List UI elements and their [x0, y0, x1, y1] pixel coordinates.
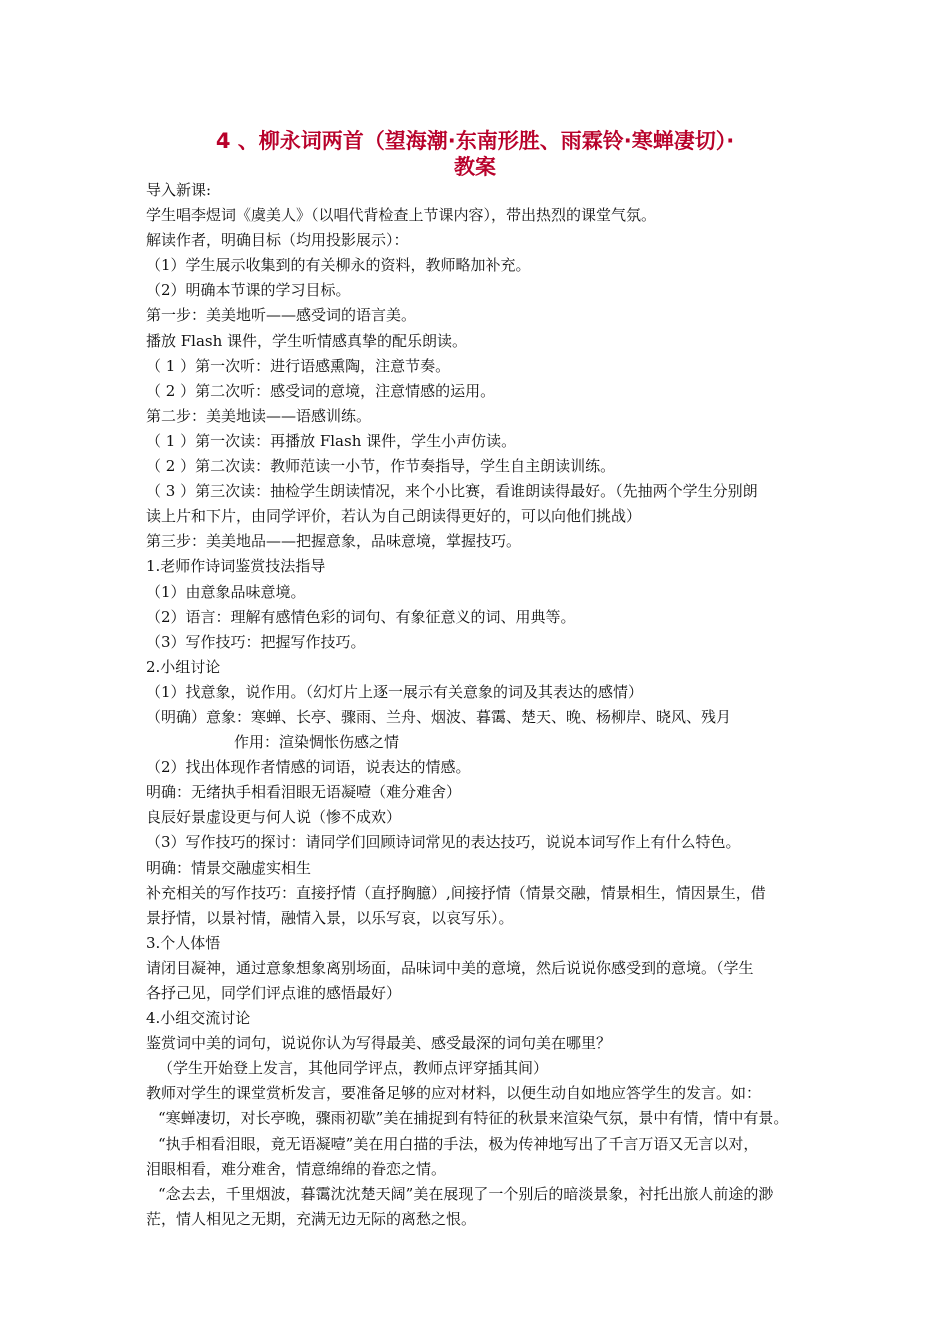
body-line: 解读作者，明确目标（均用投影展示）： [146, 231, 409, 250]
body-line: （3）写作技巧的探讨：请同学们回顾诗词常见的表达技巧，说说本词写作上有什么特色。 [146, 833, 741, 852]
body-line: （学生开始登上发言，其他同学评点，教师点评穿插其间） [158, 1059, 549, 1078]
body-line: 鉴赏词中美的词句，说说你认为写得最美、感受最深的词句美在哪里？ [146, 1034, 612, 1053]
body-line: （ 1 ）第一次读：再播放 Flash 课件，学生小声仿读。 [146, 431, 517, 450]
body-line: 第二步：美美地读——语感训练。 [146, 406, 372, 425]
body-line: 4.小组交流讨论 [146, 1009, 251, 1028]
body-line: （ 2 ）第二次听：感受词的意境，注意情感的运用。 [146, 381, 496, 400]
body-line: 补充相关的写作技巧：直接抒情（直抒胸臆）,间接抒情（情景交融，情景相生，情因景生，借 [146, 883, 766, 902]
body-line: （2）明确本节课的学习目标。 [146, 281, 351, 300]
body-line: （1）由意象品味意境。 [146, 582, 306, 601]
body-line: （3）写作技巧：把握写作技巧。 [146, 632, 366, 651]
body-line: 2.小组讨论 [146, 657, 221, 676]
body-line: （明确）意象：寒蝉、长亭、骤雨、兰舟、烟波、暮霭、楚天、晚、杨柳岸、晓风、残月 [146, 707, 732, 726]
body-line: 导入新课: [146, 181, 212, 199]
body-line: 泪眼相看，难分难舍，情意绵绵的眷恋之情。 [146, 1159, 447, 1178]
body-line: 明确：无绪执手相看泪眼无语凝噎（难分难舍） [146, 783, 462, 802]
body-line: （1）找意象，说作用。（幻灯片上逐一展示有关意象的词及其表达的感情） [146, 682, 644, 701]
body-line: 读上片和下片，由同学评价，若认为自己朗读得更好的，可以向他们挑战） [146, 507, 642, 526]
body-line: 良辰好景虚设更与何人说（惨不成欢） [146, 808, 402, 827]
body-line: 学生唱李煜词《虞美人》（以唱代背检查上节课内容），带出热烈的课堂气氛。 [146, 206, 657, 225]
document-body [146, 178, 816, 1232]
body-line: 第一步：美美地听——感受词的语言美。 [146, 306, 417, 325]
body-line: （2）找出体现作者情感的词语，说表达的情感。 [146, 758, 471, 777]
body-line: （ 2 ）第二次读：教师范读一小节，作节奏指导，学生自主朗读训练。 [146, 457, 616, 476]
body-line: （ 1 ）第一次听：进行语感熏陶，注意节奏。 [146, 356, 451, 375]
document-title-line1: 4 、柳永词两首（望海潮·东南形胜、雨霖铃·寒蝉凄切）· [215, 129, 735, 153]
body-line: 1.老师作诗词鉴赏技法指导 [146, 557, 326, 576]
body-line: 作用：渲染惆怅伤感之情 [234, 733, 400, 752]
body-line: 播放 Flash 课件，学生听情感真挚的配乐朗读。 [146, 331, 468, 350]
body-line: 第三步：美美地品——把握意象，品味意境，掌握技巧。 [146, 532, 522, 551]
body-line: 景抒情，以景衬情，融情入景，以乐写哀，以哀写乐）。 [146, 908, 514, 927]
body-line: 各抒己见，同学们评点谁的感悟最好） [146, 984, 402, 1002]
body-line: “寒蝉凄切，对长亭晚，骤雨初歇”美在捕捉到有特征的秋景来渲染气氛，景中有情，情中有景。 [158, 1109, 789, 1128]
document-title-line2: 教案 [454, 155, 496, 179]
body-line: 教师对学生的课堂赏析发言，要准备足够的应对材料，以便生动自如地应答学生的发言。如： [146, 1084, 762, 1103]
body-line: （2）语言：理解有感情色彩的词句、有象征意义的词、用典等。 [146, 607, 576, 626]
body-line: 明确：情景交融虚实相生 [146, 858, 312, 877]
body-line: “念去去，千里烟波，暮霭沈沈楚天阔”美在展现了一个别后的暗淡景象，衬托出旅人前途的渺 [158, 1184, 774, 1203]
body-line: 茫，情人相见之无期，充满无边无际的离愁之恨。 [146, 1209, 477, 1228]
body-line: （1）学生展示收集到的有关柳永的资料，教师略加补充。 [146, 256, 531, 275]
body-line: 3.个人体悟 [146, 933, 221, 952]
body-line: “执手相看泪眼，竟无语凝噎”美在用白描的手法，极为传神地写出了千言万语又无言以对， [158, 1134, 759, 1153]
body-line: 请闭目凝神，通过意象想象离别场面，品味词中美的意境，然后说说你感受到的意境。（学生 [146, 958, 754, 977]
body-line: （ 3 ）第三次读：抽检学生朗读情况，来个小比赛，看谁朗读得最好。（先抽两个学生分别朗 [146, 482, 758, 501]
